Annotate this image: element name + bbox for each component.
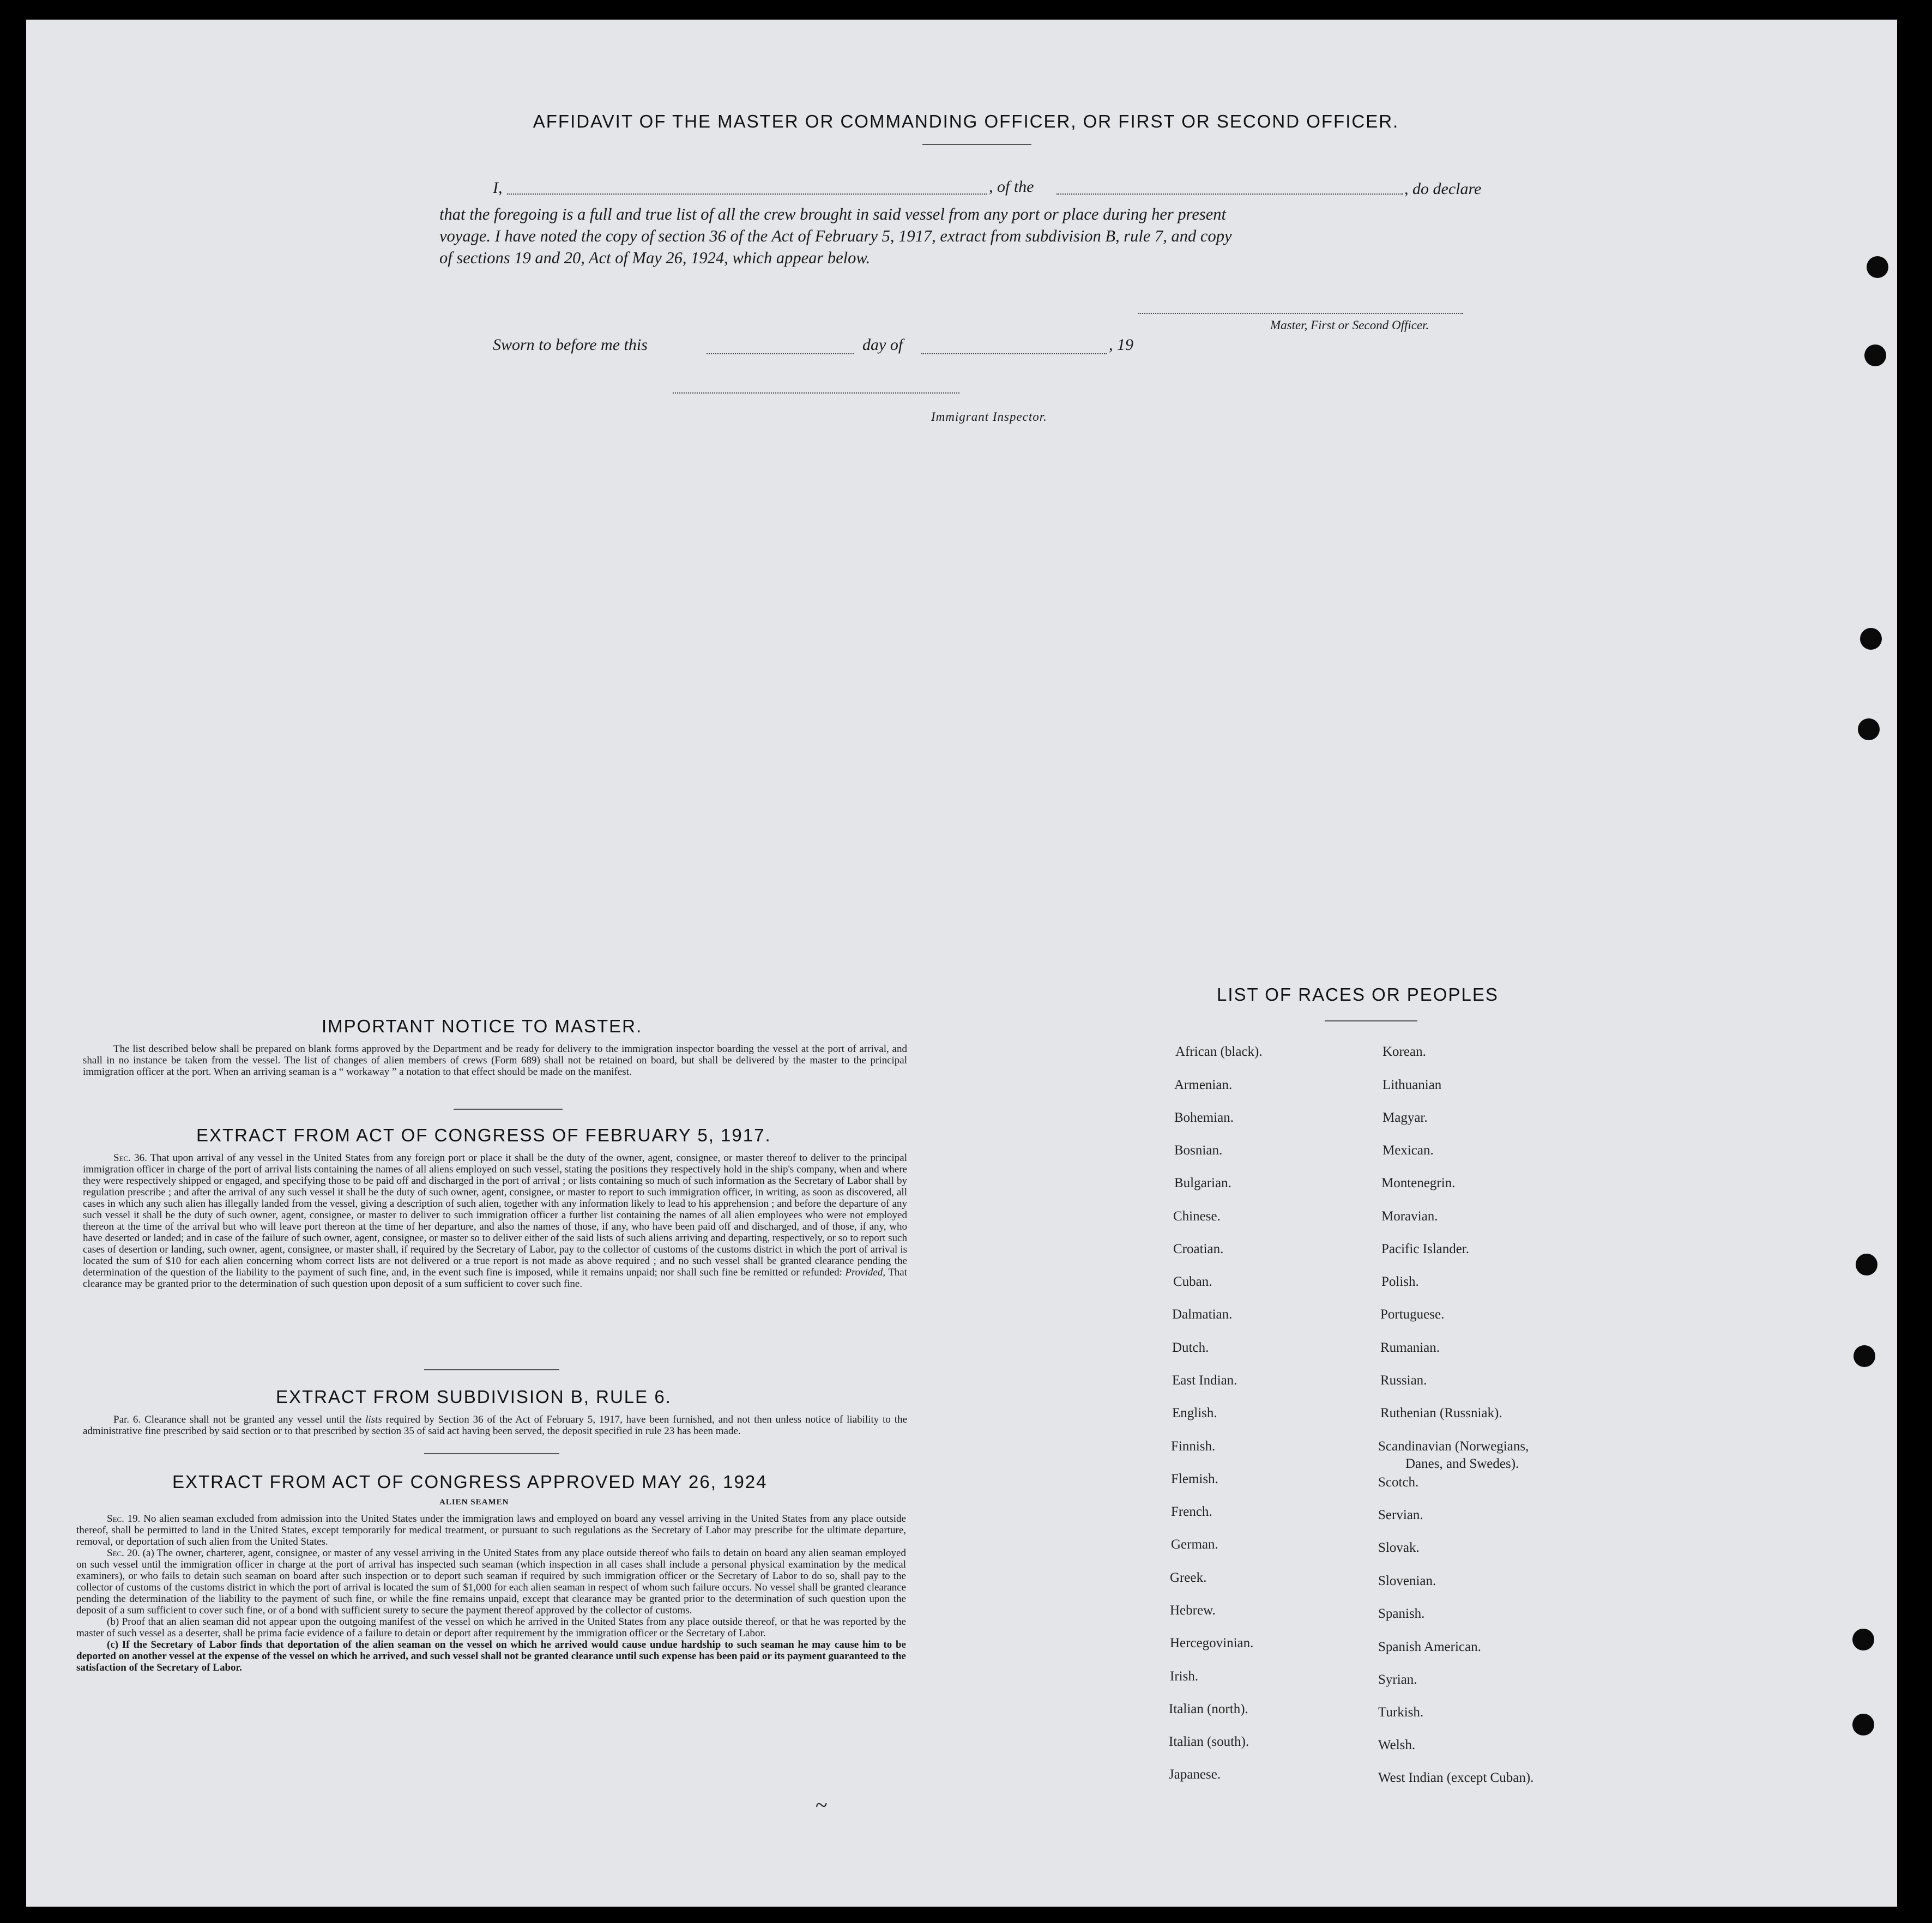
extract-rule6-title: EXTRACT FROM SUBDIVISION B, RULE 6.	[276, 1387, 672, 1407]
footer-mark: ~	[816, 1793, 828, 1817]
race-item: Hercegovinian.	[1170, 1636, 1254, 1650]
race-item: Dalmatian.	[1172, 1307, 1233, 1322]
punch-hole-1	[1867, 256, 1888, 278]
race-item: Scotch.	[1378, 1475, 1419, 1490]
race-item: Bohemian.	[1174, 1110, 1234, 1125]
race-item: Welsh.	[1378, 1738, 1416, 1752]
race-item: Scandinavian (Norwegians,	[1378, 1439, 1529, 1454]
section-19-text	[76, 1513, 906, 1547]
vessel-name-field[interactable]	[1056, 193, 1403, 195]
affidavit-title-rule	[922, 144, 1031, 145]
race-item: African (black).	[1175, 1044, 1263, 1059]
race-item: Mexican.	[1382, 1143, 1434, 1158]
race-item: Russian.	[1380, 1373, 1427, 1388]
extract-1917-title: EXTRACT FROM ACT OF CONGRESS OF FEBRUARY 5, 1917.	[196, 1125, 771, 1145]
race-item: Italian (north).	[1169, 1702, 1248, 1716]
race-item: Spanish.	[1378, 1606, 1425, 1621]
race-item: East Indian.	[1172, 1373, 1237, 1388]
extract-rule6-block	[83, 1414, 907, 1437]
race-item: Finnish.	[1171, 1439, 1216, 1454]
section-20c-text: (c) If the Secretary of Labor finds that deportation of the alien seaman on the vessel on which he arrived would cause undue hardship to such seaman he may cause him to be deported on another vessel at the expense of the vessel on which he arrived, and such vessel shall not be granted clearance until such expense has been paid or its payment guaranteed to the satisfaction of the Secretary of Labor.	[76, 1639, 906, 1673]
extract-1924-subtitle: ALIEN SEAMEN	[439, 1498, 509, 1507]
race-item: Irish.	[1170, 1669, 1199, 1684]
section-20a-body: (a) The owner, charterer, agent, consignee, or master of any vessel arriving in the United States from any place outside thereof who fails to detain on board any alien seaman employed on such vessel until the immigration officer in charge at the port of arrival has inspected such seaman (which inspection in all cases shall include a personal physical examination by the medical examiners), or who fails to detain such seaman on board after such inspection or to deport such seaman if required by such immigration officer or the Secretary of Labor to do so, shall pay to the collector of customs of the customs district in which the port of arrival is located the sum of $1,000 for each alien seaman in respect of whom such failure occurs. No vessel shall be granted clearance pending the determination of the liability to the payment of such fine, or while the fine remains unpaid, except that clearance may be granted prior to the determination of such question upon the deposit of a sum sufficient to cover such fine, or of a bond with sufficient surety to secure the payment thereof approved by the collector of customs.	[76, 1547, 906, 1616]
officer-signature-caption: Master, First or Second Officer.	[1270, 318, 1429, 332]
race-item: Spanish American.	[1378, 1640, 1481, 1654]
officer-signature-field[interactable]	[1138, 313, 1463, 314]
notice-title: IMPORTANT NOTICE TO MASTER.	[322, 1016, 643, 1036]
race-item: Armenian.	[1174, 1078, 1233, 1092]
extract-rule6-rule	[424, 1453, 559, 1454]
race-item: Moravian.	[1381, 1209, 1438, 1224]
race-item: German.	[1171, 1537, 1218, 1552]
race-item: Hebrew.	[1170, 1603, 1216, 1618]
race-item: Korean.	[1382, 1044, 1426, 1059]
affidavit-title: AFFIDAVIT OF THE MASTER OR COMMANDING OFFICER, OR FIRST OR SECOND OFFICER.	[533, 111, 1399, 131]
punch-hole-8	[1852, 1714, 1874, 1735]
extract-1917-text	[83, 1152, 907, 1290]
provided-word: Provided,	[845, 1267, 886, 1278]
affidavit-line-2: that the foregoing is a full and true list of all the crew brought in said vessel from any port or place during her present	[439, 205, 1227, 223]
race-item-continuation: Danes, and Swedes).	[1405, 1456, 1519, 1471]
race-item: Montenegrin.	[1381, 1176, 1456, 1190]
section-19-label: Sec. 19.	[107, 1513, 141, 1525]
race-item: Rumanian.	[1380, 1340, 1440, 1355]
par-6-body-b: required by Section 36 of the Act of February 5, 1917, have been furnished, and not then unless notice of liability to the administrative fine prescribed by said section or to that prescribed by section 35 of said act having been served, the deposit specified in rule 23 has been made.	[83, 1414, 908, 1437]
affidavit-line-4: of sections 19 and 20, Act of May 26, 1924, which appear below.	[439, 249, 871, 267]
race-item: English.	[1172, 1406, 1217, 1420]
extract-rule6-text	[83, 1414, 907, 1437]
race-item: Slovenian.	[1378, 1574, 1436, 1588]
section-36-label: Sec. 36.	[113, 1152, 147, 1164]
race-item: French.	[1171, 1504, 1212, 1519]
race-item: Dutch.	[1172, 1340, 1209, 1355]
punch-hole-4	[1858, 718, 1880, 740]
race-item: West Indian (except Cuban).	[1378, 1770, 1534, 1785]
affidavit-do-declare: , do declare	[1404, 180, 1482, 198]
par-6-lists: lists	[365, 1414, 382, 1425]
race-item: Portuguese.	[1380, 1307, 1445, 1322]
section-36-end: That clearance may be granted prior to the determination of such question upon deposit of a sum sufficient to cover such fine.	[83, 1267, 908, 1290]
extract-1917-rule	[424, 1369, 559, 1370]
affidavit-of-the: , of the	[989, 178, 1034, 196]
sworn-year: , 19	[1109, 336, 1133, 354]
race-item: Pacific Islander.	[1381, 1242, 1470, 1256]
punch-hole-7	[1852, 1629, 1874, 1650]
sworn-prefix: Sworn to before me this	[493, 336, 648, 354]
race-item: Lithuanian	[1382, 1078, 1442, 1092]
race-item: Bosnian.	[1174, 1143, 1223, 1158]
race-item: Syrian.	[1378, 1672, 1417, 1687]
section-20b-text: (b) Proof that an alien seaman did not appear upon the outgoing manifest of the vessel on which he arrived in the United States from any place outside thereof, or that he was reported by the master of such vessel as a deserter, shall be prima facie evidence of a failure to detain or deport after requirement by the immigration officer or the Secretary of Labor.	[76, 1616, 906, 1639]
race-item: Bulgarian.	[1174, 1176, 1231, 1190]
extract-1924-block	[76, 1513, 906, 1673]
races-title: LIST OF RACES OR PEOPLES	[1217, 984, 1499, 1005]
extract-1917-block	[83, 1152, 907, 1290]
name-field[interactable]	[507, 193, 987, 195]
section-36-body: That upon arrival of any vessel in the United States from any foreign port or place it shall be the duty of the owner, agent, consignee, or master thereof to deliver to the principal immigration officer in charge of the port of arrival lists containing the names of all aliens employed on such vessel, stating the positions they respectively hold in the ship's company, when and where they were respectively shipped or engaged, and specifying those to be paid off and discharged in the port of arrival ; or lists containing so much of such information as the Secretary of Labor shall by regulation prescribe ; and after the arrival of any such vessel it shall be the duty of such owner, agent, consignee, or master to report to such immigration officer, in writing, as soon as discovered, all cases in which any such alien has illegally landed from the vessel, giving a description of such alien, together with any information likely to lead to his apprehension ; and before the departure of any such vessel it shall be the duty of such owner, agent, consignee, or master to deliver to such immigration officer a further list containing the names of all alien employees who were not employed thereon at the time of the arrival but who will leave port thereon at the time of her departure, and also the names of those, if any, who have been paid off and discharged, and of those, if any, who have deserted or landed; and in case of the failure of such owner, agent, consignee, or master so to deliver either of the said lists of such aliens arriving and departing, respectively, or so to report such cases of desertion or landing, such owner, agent, consignee, or master shall, if required by the Secretary of Labor, pay to the collector of customs of the customs district in which the port of arrival is located the sum of $10 for each alien concerning whom correct lists are not delivered or a true report is not made as above required ; and no such vessel shall be granted clearance pending the determination of the question of the liability to the payment of such fine, and, in the event such fine is imposed, while it remains unpaid; nor shall such fine be remitted or refunded:	[83, 1152, 907, 1278]
race-item: Ruthenian (Russniak).	[1380, 1406, 1502, 1420]
section-19-body: No alien seaman excluded from admission into the United States under the immigration laws and employed on board any vessel arriving in the United States from any place outside thereof, shall be permitted to land in the United States, except temporarily for medical treatment, or pursuant to such regulations as the Secretary of Labor may prescribe for the ultimate departure, removal, or deportation of such alien from the United States.	[76, 1513, 906, 1547]
extract-1924-title: EXTRACT FROM ACT OF CONGRESS APPROVED MAY 26, 1924	[172, 1472, 768, 1492]
affidavit-i-label: I,	[493, 179, 503, 197]
races-title-rule	[1325, 1020, 1417, 1021]
punch-hole-2	[1864, 344, 1886, 366]
par-6-body-a: Clearance shall not be granted any vessel until the	[144, 1414, 362, 1425]
sworn-day-of: day of	[862, 336, 903, 354]
race-item: Chinese.	[1173, 1209, 1221, 1224]
notice-body: The list described below shall be prepared on blank forms approved by the Department and be ready for delivery to the immigration inspector boarding the vessel at the port of arrival, and shall in no instance be taken from the vessel. The list of changes of alien members of crews (Form 689) shall not be retained on board, but shall be delivered by the master to the principal immigration officer at the port. When an arriving seaman is a “ workaway ” a notation to that effect should be made on the manifest.	[83, 1043, 907, 1078]
race-item: Servian.	[1378, 1508, 1423, 1522]
race-item: Turkish.	[1378, 1705, 1424, 1720]
race-item: Japanese.	[1169, 1767, 1221, 1782]
inspector-signature-field[interactable]	[673, 392, 959, 394]
race-item: Greek.	[1170, 1570, 1207, 1585]
race-item: Magyar.	[1382, 1110, 1428, 1125]
notice-rule	[454, 1109, 563, 1110]
race-item: Flemish.	[1171, 1472, 1218, 1486]
notice-block	[83, 1043, 907, 1078]
race-item: Slovak.	[1378, 1540, 1420, 1555]
inspector-caption: Immigrant Inspector.	[931, 410, 1047, 424]
race-item: Italian (south).	[1169, 1734, 1249, 1749]
race-item: Polish.	[1381, 1274, 1419, 1289]
affidavit-line-3: voyage. I have noted the copy of section 36 of the Act of February 5, 1917, extract from subdivision B, rule 7, and copy	[439, 227, 1232, 245]
punch-hole-5	[1856, 1254, 1877, 1275]
section-20-label: Sec. 20.	[107, 1547, 140, 1559]
race-item: Croatian.	[1173, 1242, 1224, 1256]
race-item: Cuban.	[1173, 1274, 1212, 1289]
sworn-month-field[interactable]	[921, 353, 1107, 354]
sworn-day-field[interactable]	[707, 353, 854, 354]
punch-hole-3	[1860, 628, 1882, 650]
section-20a-text	[76, 1547, 906, 1616]
punch-hole-6	[1853, 1345, 1875, 1367]
par-6-label: Par. 6.	[113, 1414, 141, 1425]
